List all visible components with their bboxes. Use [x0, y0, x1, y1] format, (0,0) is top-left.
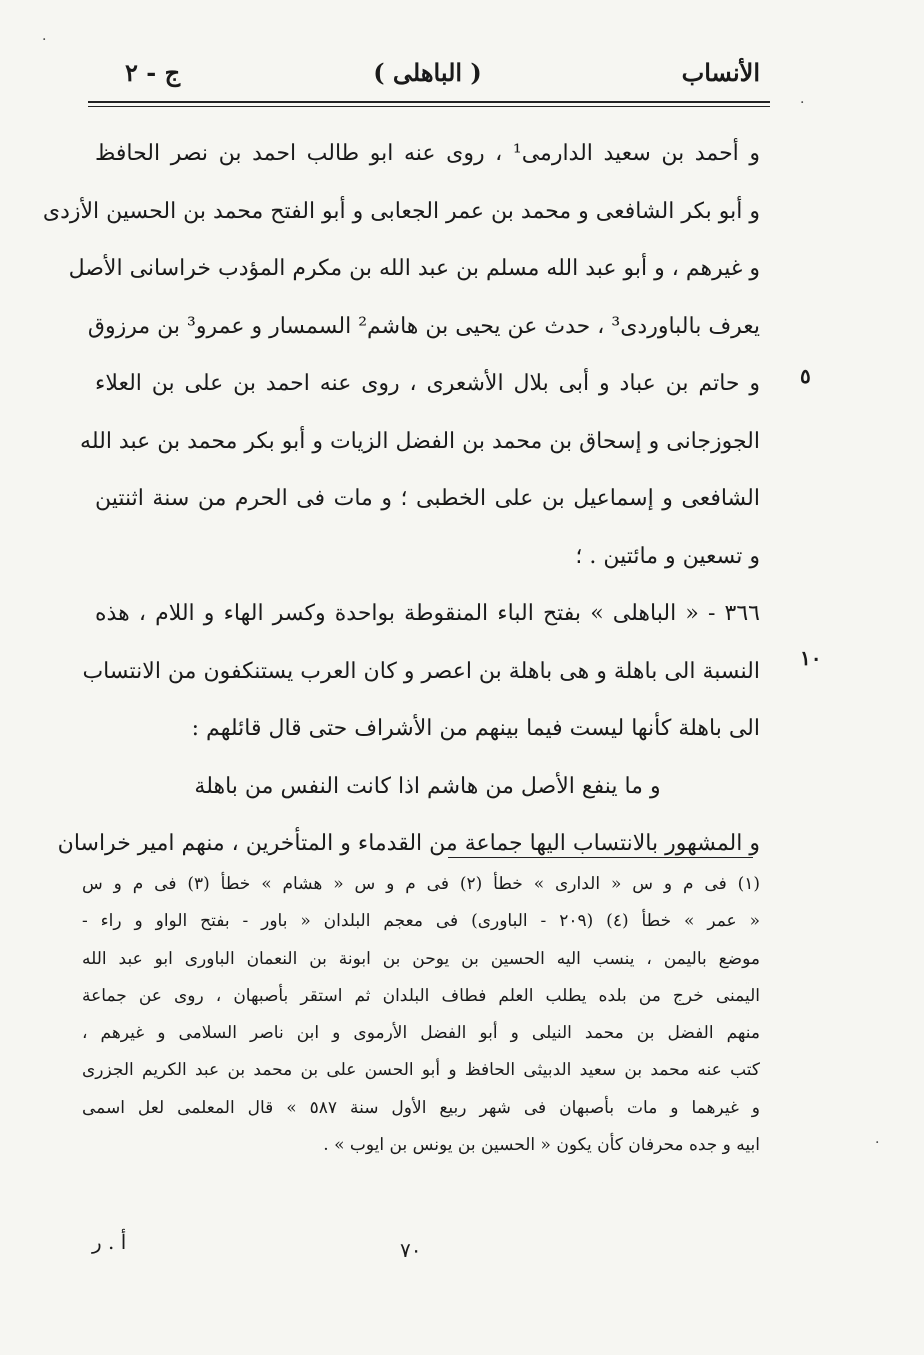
speck: ·	[800, 95, 805, 111]
text-line: النسبة الى باهلة و هى باهلة بن اعصر و كان العرب يستنكفون من الانتساب	[82, 658, 760, 684]
text-line: و أحمد بن سعيد الدارمى¹ ، روى عنه ابو طالب احمد بن نصر الحافظ	[95, 141, 760, 166]
footnote-line: « عمر » خطأ (٤) (٢٠٩ - الباورى) فى معجم البلدان « باور - بفتح الواو و راء -	[82, 911, 761, 932]
text-line: و حاتم بن عباد و أبى بلال الأشعرى ، روى عنه احمد بن على بن العلاء	[95, 371, 760, 396]
header-rule-thin	[88, 106, 770, 107]
text-line: و تسعين و مائتين . ؛	[575, 543, 760, 569]
header-rule-thick	[88, 101, 770, 103]
verse-line: و ما ينفع الأصل من هاشم اذا كانت النفس من باهلة	[194, 773, 661, 799]
footnote-line: اليمنى خرج من بلده يطلب العلم فطاف البلدان ثم استقر بأصبهان ، روى عن جماعة	[82, 985, 760, 1006]
main-text	[42, 125, 760, 873]
volume-label: ج - ٢	[125, 58, 181, 87]
text-line: و أبو بكر الشافعى و محمد بن عمر الجعابى و أبو الفتح محمد بن الحسين الأزدى	[42, 198, 760, 224]
footnote-line: ابيه و جده محرفان كأن يكون « الحسين بن يونس بن ايوب » .	[323, 1135, 760, 1156]
text-line: الى باهلة كأنها ليست فيما بينهم من الأشراف حتى قال قائلهم :	[191, 716, 760, 741]
footnote-rule	[448, 857, 753, 858]
footnote-line: (١) فى م و س « الدارى » خطأ (٢) فى م و س « هشام » خطأ (٣) فى م و س	[82, 874, 761, 894]
speck: ·	[875, 1135, 880, 1151]
footnote-line: و غيرهما و مات بأصبهان فى شهر ربيع الأول سنة ٥٨٧ » قال المعلمى لعل اسمى	[82, 1097, 760, 1118]
page-number: ٧٠	[400, 1238, 422, 1262]
text-line: و المشهور بالانتساب اليها جماعة من القدماء و المتأخرين ، منهم امير خراسان	[57, 831, 760, 856]
footnote-line: كتب عنه محمد بن سعيد الدبيثى الحافظ و أبو الحسن على بن محمد بن عبد الكريم الجزرى	[82, 1060, 760, 1081]
running-header	[95, 58, 760, 98]
text-line: و غيرهم ، و أبو عبد الله مسلم بن عبد الله بن مكرم المؤدب خراسانى الأصل	[68, 256, 760, 281]
footnote-line: موضع باليمن ، ينسب اليه الحسين بن يوحن بن ابونة بن النعمان الباورى ابو عبد الله	[82, 948, 760, 969]
text-line: الشافعى و إسماعيل بن على الخطبى ؛ و مات فى الحرم من سنة اثنتين	[95, 486, 760, 511]
speck: ·	[42, 32, 47, 48]
entry-title: ( الباهلى )	[373, 58, 482, 87]
book-title: الأنساب	[681, 58, 760, 87]
line-number-5: ٥	[800, 364, 811, 388]
text-line: يعرف بالباوردى³ ، حدث عن يحيى بن هاشم² السمسار و عمرو³ بن مرزوق	[87, 313, 760, 339]
footnotes	[82, 866, 760, 1164]
entry-heading-line: ٣٦٦ - « الباهلى » بفتح الباء المنقوطة بواحدة وكسر الهاء و اللام ، هذه	[95, 601, 760, 626]
footnote-line: منهم الفضل بن محمد النيلى و أبو الفضل الأرموى و ابن ناصر السلامى و غيرهم ،	[82, 1023, 760, 1044]
text-line: الجوزجانى و إسحاق بن محمد بن الفضل الزيات و أبو بكر محمد بن عبد الله	[80, 428, 760, 454]
signature-mark: أ . ر	[92, 1230, 127, 1254]
line-number-10: ١٠	[800, 646, 822, 670]
